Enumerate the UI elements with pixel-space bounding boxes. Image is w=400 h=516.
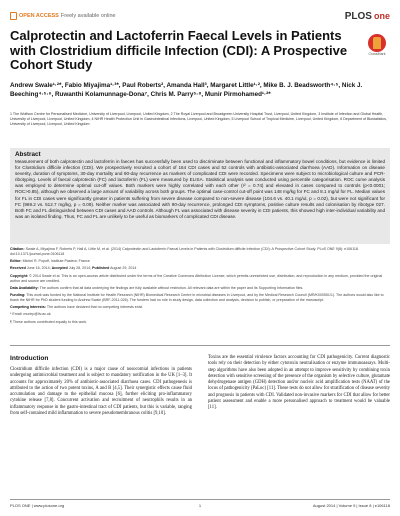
footer-divider bbox=[10, 499, 390, 500]
data-availability: Data Availability: The authors confirm that all data underlying the findings are fully available without restriction. All relevant data are within the paper and its Supporting Information files. bbox=[10, 285, 304, 290]
crossmark-badge[interactable] bbox=[366, 34, 388, 56]
article-title: Calprotectin and Lactoferrin Faecal Levels in Patients with Clostridium difficile Infection (CDI): A Prospective Cohort Study bbox=[10, 28, 348, 72]
equal-contribution-note: ¶ These authors contributed equally to this work. bbox=[10, 319, 88, 324]
footer-issue: August 2014 | Volume 9 | Issue 8 | e106118 bbox=[312, 503, 390, 508]
page-number: 1 bbox=[198, 503, 202, 508]
editor: Editor: Michel R. Popoff, Institute Pasteur, France bbox=[10, 259, 90, 264]
page-footer bbox=[10, 503, 390, 508]
editor-text: Michel R. Popoff, Institute Pasteur, France bbox=[22, 259, 90, 264]
open-access-label: OPEN ACCESS bbox=[19, 13, 59, 19]
footer-journal[interactable]: PLOS ONE | www.plosone.org bbox=[10, 503, 65, 508]
crossmark-label: CrossMark bbox=[368, 52, 386, 56]
copyright-text: © 2014 Swale et al. This is an open-access article distributed under the terms of the Creative Commons Attribution License, which permits unrestricted use, distribution, and reproduction in any medium, provided the original author and source are credited. bbox=[10, 273, 383, 283]
funding: Funding: This work was funded by the National Institute for Health Research (NIHR) Biomedical Research Centre in microbial diseases in Liverpool, and by the Medical Research Council (MR/K000551/1). The authors would also like to thank the NIHR for PhD student funding to Andrew Swale (BRF-2011-026). The funders had no role in study design, data collection and analysis, decision to publish, or preparation of the manuscript. bbox=[10, 292, 384, 302]
dates: Received June 16, 2014; Accepted July 28, 2014; Published August 29, 2014 bbox=[10, 266, 137, 271]
open-lock-icon bbox=[10, 12, 17, 20]
abstract-text: Measurement of both calprotectin and lactoferrin in faeces has successfully been used to discriminate between functional and inflammatory bowel conditions, but evidence is limited for Clostridium difficile infection (CDI). We prospectively recruited a cohort of 164 CDI cases and 52 controls with antibiotic-associated diarrhoea (AAD). Information on disease severity, duration of symptoms, 30-day mortality and 90-day recurrence as markers of complicated CDI were recorded. Specimens were subject to microbiological culture and PCR-ribotyping. Levels of faecal calprotectin (FC) and lactoferrin (FL) were measured by ELISA. Statistical analysis was conducted using percentile categorisation. ROC curve analysis was employed to determine optimal cut-off values. Both markers were highly correlated with each other (r² = 0.74) and elevated in cases compared to controls (p<0.0001; ROC>0.85), although we observed a large amount of variability across both groups. The optimal case-control cut-off point was 148 mg/kg for FC and 8.1 mg/ul for FL. Median values for FL in CDI cases were significantly greater in patients suffering from severe disease compared to non-severe disease (104.6 vs. 40.1 mg/ul, p = 0.02), but were not significant for FC (969.2 vs. 512.7 mg/kg, p = 0.09). Neither marker was associated with 90-day recurrence, prolonged CDI symptoms, positive culture results and colonisation by ribotype 027. Both FC and FL distinguished between CDI cases and AAD controls. Although FL was associated with disease severity in CDI patients, this showed high inter-individual variability and was an isolated finding. Thus, FC and FL are unlikely to be useful as biomarkers of complicated CDI disease. bbox=[15, 159, 385, 219]
author-list: Andrew Swale¹·²*, Fabio Miyajima¹·³*, Paul Roberts², Amanda Hall³, Margaret Little¹·², Mike B. J. Beadsworth⁴·⁵, Nick J. Beeching⁴·⁵·⁶, Ruwanthi Kolamunnage-Dona⁷, Chris M. Parry⁵·⁸, Munir Pirmohamed¹·²* bbox=[10, 82, 363, 98]
introduction-left-column: Clostridium difficile infection (CDI) is a major cause of nosocomial infections in patients undergoing antimicrobial treatment and is subject to mandatory notification in the UK [1–3]. It accounts for approximately 20% of antibiotic-associated diarrhoea cases. CDI pathogenesis is attributed to the action of two potent toxins, A and B [4,5]. Their synergistic effects cause fluid accumulation and damage to the epithelial mucosa [6], further eliciting pro-inflammatory cytokine release [7,8]. Concurrent activation and recruitment of neutrophils results in an inflammatory response in the gastro-intestinal tract of CDI patients, but this is variable, ranging from self-contained mild inflammation to severe pseudomembranous colitis [9,10]. bbox=[10, 367, 192, 417]
published-date: August 29, 2014 bbox=[110, 266, 137, 271]
copyright: Copyright: © 2014 Swale et al. This is an open-access article distributed under the terms of the Creative Commons Attribution License, which permits unrestricted use, distribution, and reproduction in any medium, provided the original author and source are credited. bbox=[10, 273, 383, 283]
open-access-badge bbox=[10, 12, 116, 20]
funding-text: This work was funded by the National Institute for Health Research (NIHR) Biomedical Research Centre in microbial diseases in Liverpool, and by the Medical Research Council (MR/K000551/1). The authors would also like to thank the NIHR for PhD student funding to Andrew Swale (BRF-2011-026). The funders had no role in study design, data collection and analysis, decision to publish, or preparation of the manuscript. bbox=[10, 292, 384, 302]
journal-logo[interactable] bbox=[345, 11, 390, 22]
introduction-right-column: Toxins are the essential virulence factors accounting for CDI pathogenicity. Current diagnostic tools rely on their detection by either cytotoxin neutralisation or enzyme immunoassays. Multi-step algorithms have also been adopted in an attempt to improve sensitivity by combining toxin detection with sensitive screening of the presence of the organism by selective culture, glutamate dehydrogenase antigen (GDH) detection and/or nucleic acid amplification tests (NAAT) of the locus of pathogenicity (PaLoc) [11]. These tests do not allow for stratification of disease severity and prognosis in patients with CDI. Validated non-invasive markers for CDI that allow for better patient assessment and enable a more personalised approach to treatment would be valuable [11]. bbox=[208, 355, 390, 411]
citation: Citation: Swale A, Miyajima F, Roberts P, Hall A, Little M, et al. (2014) Calprotectin and Lactoferrin Faecal Levels in Patients with Clostridium difficile Infection (CDI): A Prospective Cohort Study. PLoS ONE 9(8): e106118. doi:10.1371/journal.pone.0106118 bbox=[10, 247, 359, 256]
corresponding-email[interactable]: * Email: munirp@liv.ac.uk bbox=[10, 312, 51, 317]
journal-logo-text: PLOS bbox=[344, 10, 372, 22]
abstract-heading: Abstract bbox=[15, 151, 41, 158]
introduction-heading: Introduction bbox=[10, 355, 49, 362]
accepted-date: July 28, 2014; bbox=[68, 266, 92, 271]
journal-logo-suffix: one bbox=[373, 11, 390, 21]
abstract-box bbox=[10, 148, 390, 244]
crossmark-icon bbox=[368, 34, 386, 52]
top-bar bbox=[10, 9, 390, 23]
article-metadata bbox=[10, 247, 390, 327]
competing-interests-text: The authors have declared that no competing interests exist. bbox=[46, 305, 144, 310]
citation-text: Swale A, Miyajima F, Roberts P, Hall A, Little M, et al. (2014) Calprotectin and Lactoferrin Faecal Levels in Patients with Clostridium difficile Infection (CDI): A Prospective Cohort Study. PLoS ONE 9(8): e106118. doi:10.1371/journal.pone.0106118 bbox=[10, 247, 359, 256]
section-divider bbox=[10, 345, 390, 346]
affiliations: 1 The Wolfson Centre for Personalised Medicine, University of Liverpool, Liverpool, United Kingdom, 2 The Royal Liverpool and Broadgreen University Hospital Trust, Liverpool, United Kingdom, 3 Institute of Infection and Global Health, University of Liverpool, Liverpool, United Kingdom, 4 NIHR Health Protection Unit in Gastrointestinal Infections, Liverpool, United Kingdom, 5 Liverpool School of Tropical Medicine, Liverpool, United Kingdom, 6 Department of Biostatistics, University of Liverpool, Liverpool, United Kingdom bbox=[10, 112, 387, 127]
freely-available-label: Freely available online bbox=[60, 13, 116, 19]
received-date: June 16, 2014; bbox=[26, 266, 51, 271]
data-availability-text: The authors confirm that all data underlying the findings are fully available without restriction. All relevant data are within the paper and its Supporting Information files. bbox=[39, 285, 304, 290]
competing-interests: Competing Interests: The authors have declared that no competing interests exist. bbox=[10, 305, 144, 310]
